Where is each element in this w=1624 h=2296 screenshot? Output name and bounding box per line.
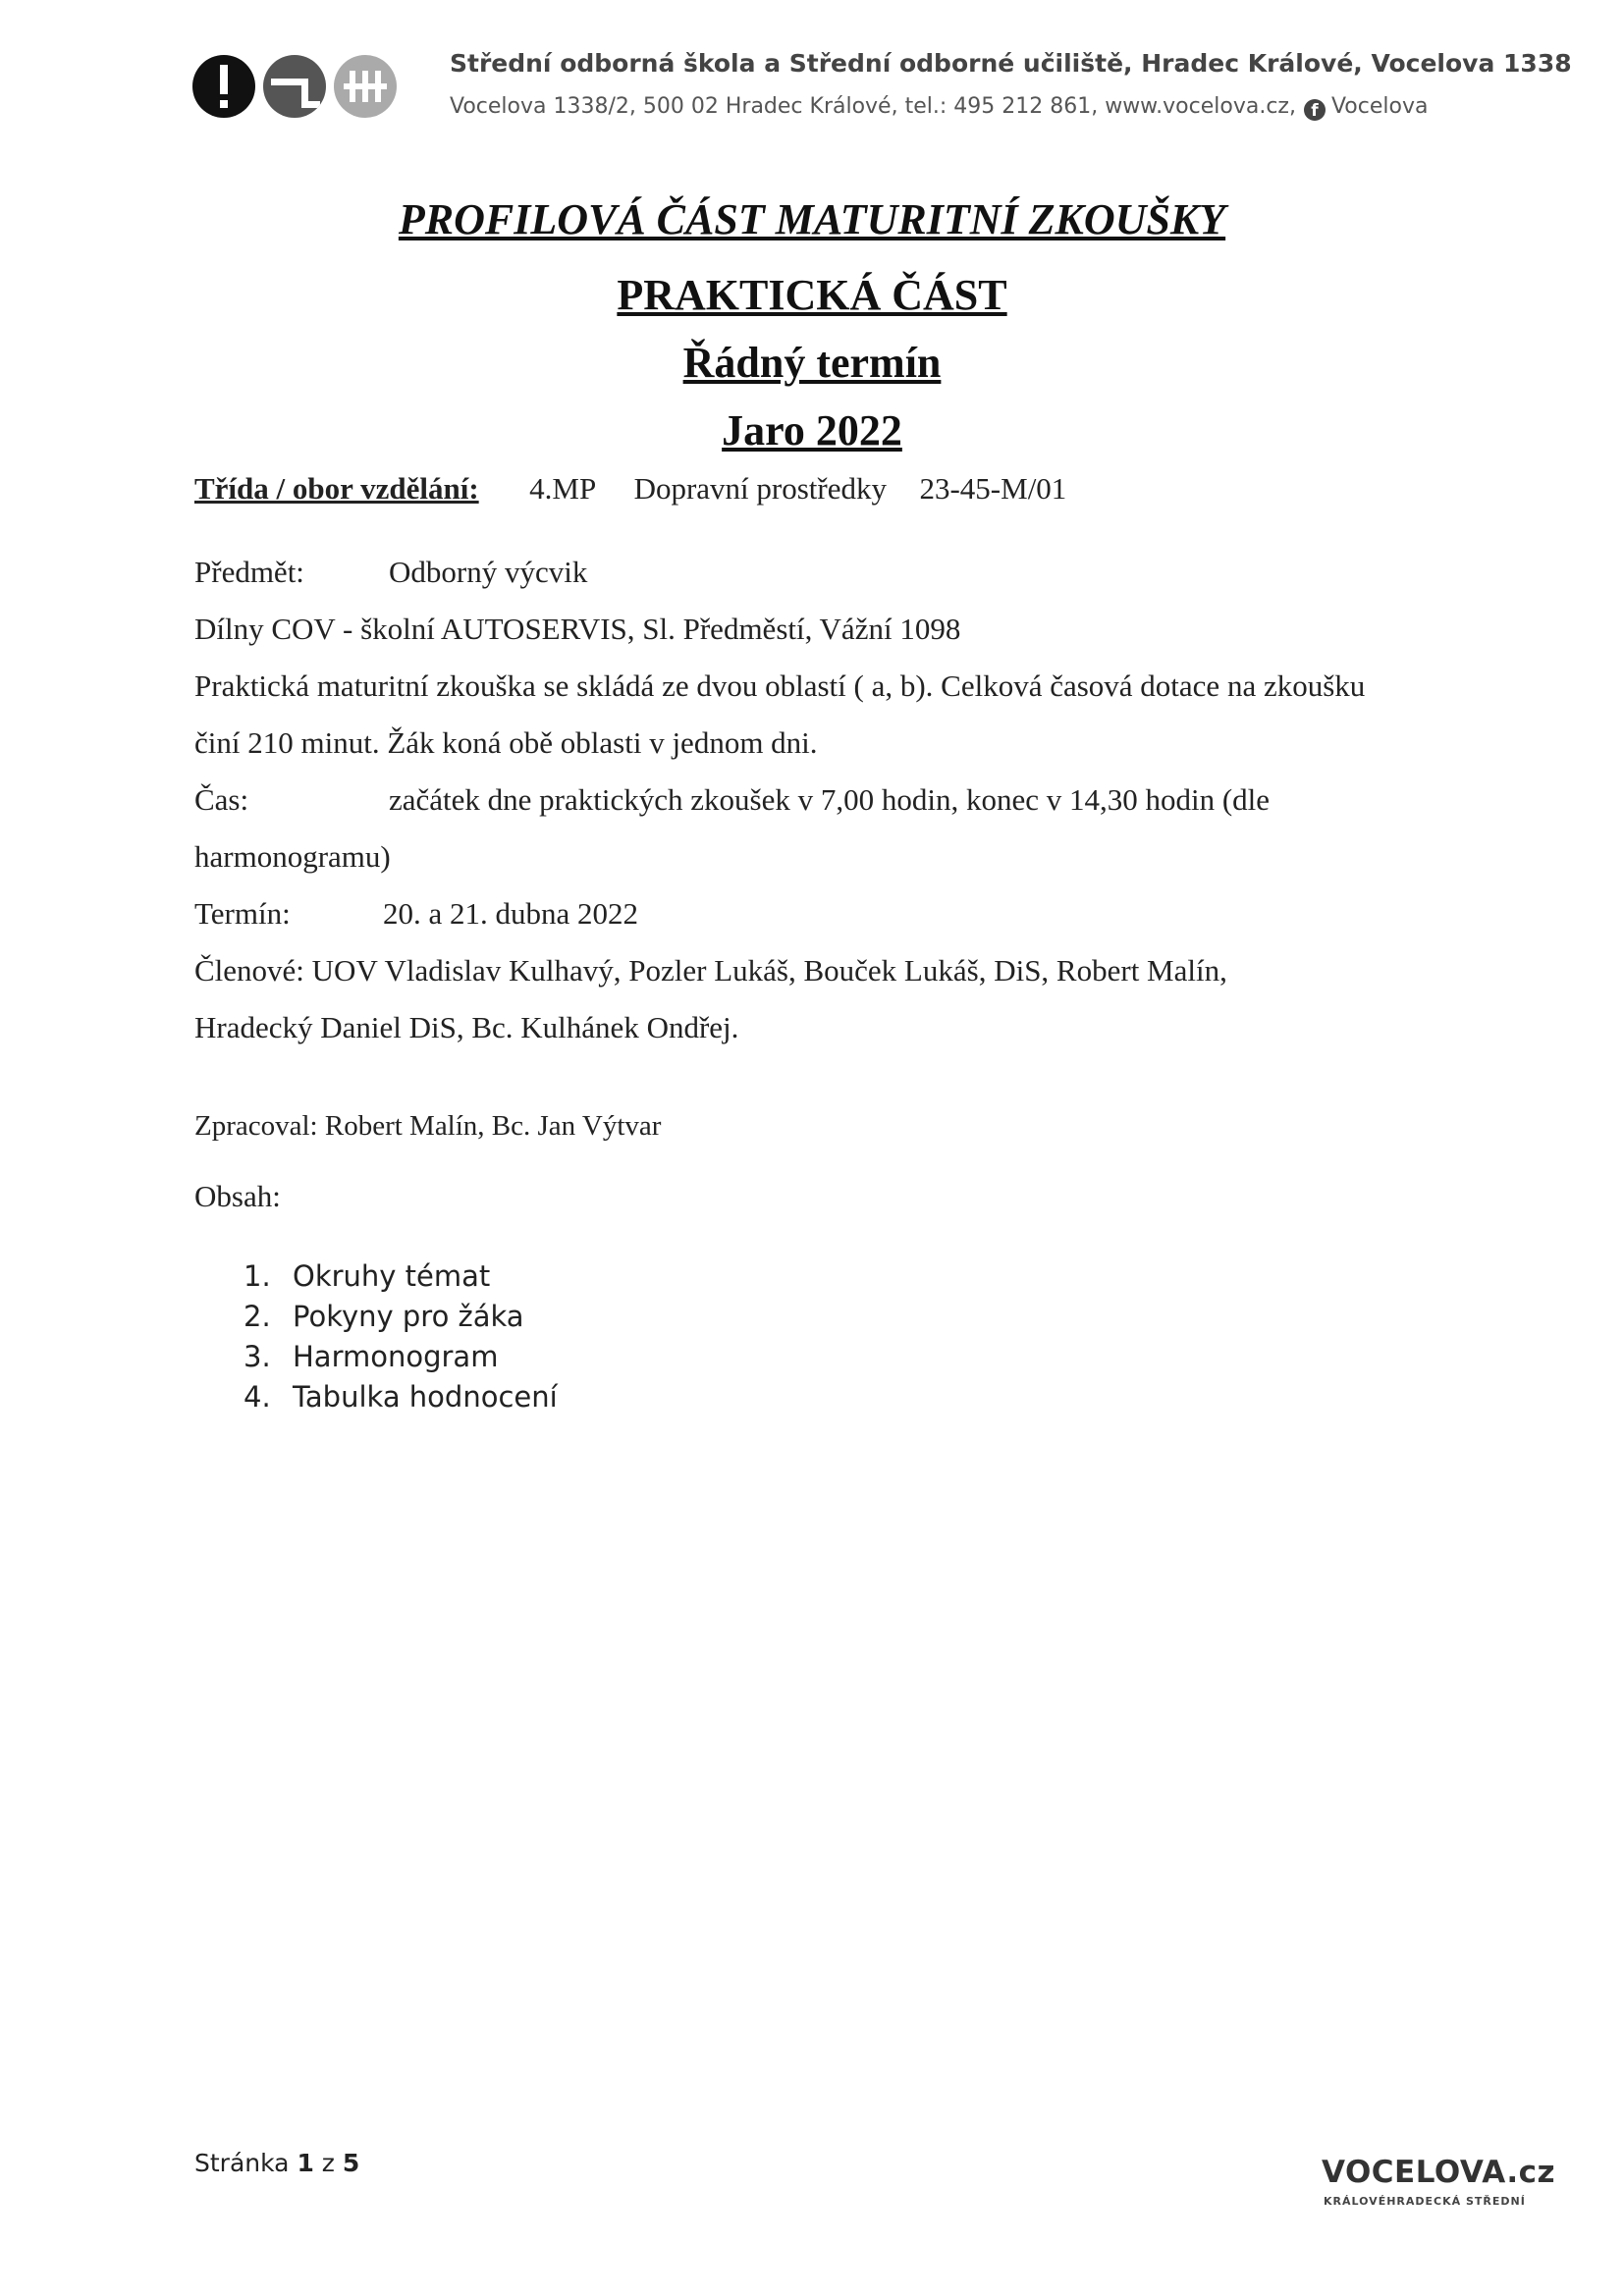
logo-circle-1-icon [192, 55, 255, 118]
prepared-by: Zpracoval: Robert Malín, Bc. Jan Výtvar [194, 1110, 662, 1142]
footer-brand-subtitle: KRÁLOVÉHRADECKÁ STŘEDNÍ [1324, 2195, 1526, 2208]
document-subtitle: PRAKTICKÁ ČÁST [617, 271, 1007, 319]
time-line-2: harmonogramu) [194, 839, 391, 874]
logo-circle-3-icon [334, 55, 397, 118]
date-line [194, 896, 638, 932]
school-logo-group [192, 55, 397, 124]
school-address-text: Vocelova 1338/2, 500 02 Hradec Králové, tel.: 495 212 861, www.vocelova.cz, [450, 94, 1296, 119]
list-item: 1. Okruhy témat [244, 1259, 491, 1293]
school-address [450, 94, 1428, 121]
class-label: Třída / obor vzdělání: [194, 471, 479, 506]
logo-circle-2-icon [263, 55, 326, 118]
location-line: Dílny COV - školní AUTOSERVIS, Sl. Předměstí, Vážní 1098 [194, 612, 961, 646]
list-item: 3. Harmonogram [244, 1340, 499, 1373]
field-value: Dopravní prostředky [633, 471, 887, 506]
facebook-icon: f [1304, 99, 1326, 121]
time-label: Čas: [194, 782, 249, 817]
school-name: Střední odborná škola a Střední odborné učiliště, Hradec Králové, Vocelova 1338 [450, 49, 1572, 78]
season-title: Jaro 2022 [722, 406, 902, 454]
subject-value: Odborný výcvik [389, 555, 588, 589]
class-line [194, 471, 1066, 507]
time-value: začátek dne praktických zkoušek v 7,00 hodin, konec v 14,30 hodin (dle [389, 782, 1271, 817]
field-code: 23-45-M/01 [919, 471, 1067, 506]
document-title: PROFILOVÁ ČÁST MATURITNÍ ZKOUŠKY [398, 195, 1226, 243]
facebook-label: Vocelova [1330, 94, 1429, 119]
list-item: 2. Pokyny pro žáka [244, 1300, 524, 1333]
class-value: 4.MP [529, 471, 596, 506]
date-value: 20. a 21. dubna 2022 [383, 896, 639, 931]
list-item: 4. Tabulka hodnocení [244, 1380, 558, 1414]
time-line [194, 782, 1270, 818]
description-line-1: Praktická maturitní zkouška se skládá ze dvou oblastí ( a, b). Celková časová dotace na zkoušku [194, 668, 1366, 703]
page-number: Stránka 1 z 5 [194, 2149, 360, 2177]
subject-line [194, 555, 587, 590]
term-title: Řádný termín [682, 339, 942, 387]
contents-list [244, 1256, 558, 1417]
members-line-2: Hradecký Daniel DiS, Bc. Kulhánek Ondřej. [194, 1010, 739, 1044]
subject-label: Předmět: [194, 555, 304, 589]
footer-brand-logo: VOCELOVA.cz [1322, 2155, 1556, 2190]
members-line-1: Členové: UOV Vladislav Kulhavý, Pozler Lukáš, Bouček Lukáš, DiS, Robert Malín, [194, 953, 1227, 988]
contents-label: Obsah: [194, 1179, 281, 1213]
description-line-2: činí 210 minut. Žák koná obě oblasti v jednom dni. [194, 725, 818, 760]
date-label: Termín: [194, 896, 291, 931]
